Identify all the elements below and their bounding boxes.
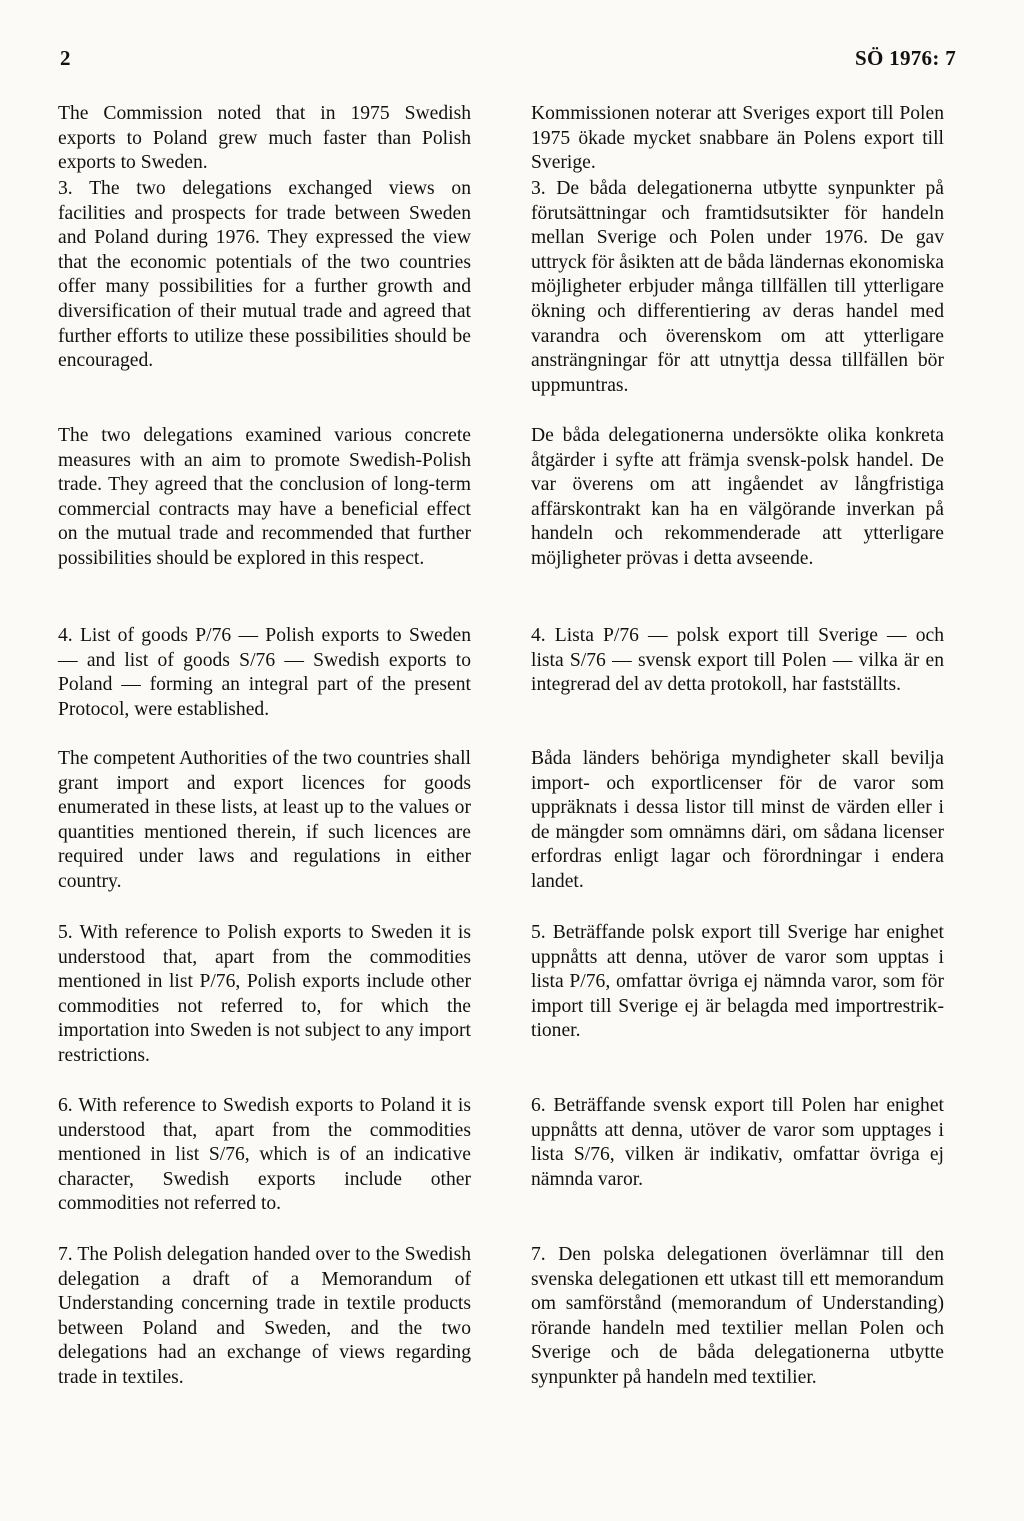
english-paragraph-licences: The competent Authorities of the two countries shall grant import and export licences for goods enumerated in these lists, at least up to the values or quantities mentioned therein, if such licences are required under laws and regulations in either country. [58,748,471,892]
english-paragraph-measures: The two delegations examined various concrete measures with an aim to promote Swedish-Polish trade. They agreed that the conclusion of long-term commercial contracts may have a beneficial effect on the mutual trade and recommended that further possibilities should be explored in this respect. [58,425,471,569]
english-paragraph-intro: The Commission noted that in 1975 Swedish exports to Poland grew much faster than Polish exports to Sweden. [58,103,471,174]
swedish-paragraph-5: 5. Beträffande polsk export till Sverige har enighet uppnåtts att denna, utöver de varor som upptas i lista P/76, omfattar övriga ej nämnda varor, som för import till Sverige ej är belagda med importrestriktioner. [531,922,944,1042]
page-number: 2 [60,46,71,70]
swedish-paragraph-measures: De båda delegationerna undersökte olika konkreta åtgärder i syfte att främja svensk-polsk handel. De var överens om att ingåendet av långfristiga affärskontrakt kan ha en välgörande inverkan på handeln och rekommenderade att ytterligare möjligheter prövas i detta avseende. [531,425,944,569]
swedish-paragraph-7: 7. Den polska delegationen överlämnar till den svenska delegationen ett utkast till ett memorandum om samförstånd (memorandum of Understanding) rörande handeln med textilier mellan Polen och Sverige och de båda delegationerna utbytte synpunkter på handeln med textilier. [531,1244,944,1388]
english-paragraph-3: 3. The two delegations exchanged views on facilities and prospects for trade between Sweden and Poland during 1976. They expressed the view that the economic potentials of the two countries offer many possibilities for a further growth and diversification of their mutual trade and agreed that further efforts to utilize these possibilities should be encouraged. [58,178,471,372]
english-paragraph-7: 7. The Polish delegation handed over to the Swedish delegation a draft of a Memorandum of Understanding concerning trade in textile products between Poland and Sweden, and the two delegations had an exchange of views regarding trade in textiles. [58,1244,471,1388]
swedish-paragraph-3: 3. De båda delegationerna utbytte synpunkter på förutsättningar och framtidsutsikter för handeln mellan Sverige och Polen under 1976. De gav uttryck för åsikten att de båda ländernas ekonomiska möjligheter erbjuder många tillfällen till ytterligare ökning och differentiering av deras handel med varandra och överenskom om att ytterligare ansträngningar för att utnyttja dessa tillfällen bör uppmuntras. [531,178,944,396]
document-reference: SÖ 1976: 7 [854,46,956,70]
english-paragraph-4: 4. List of goods P/76 — Polish exports to Sweden — and list of goods S/76 — Swedish exports to Poland — forming an integral part of the present Protocol, were established. [58,625,471,720]
swedish-paragraph-licences: Båda länders behöriga myndigheter skall bevilja import- och exportlicenser för de varor som uppräknats i dessa listor till minst de värden eller i de mängder som omnämns däri, om sådana licenser erfordras enligt lagar och förordningar i endera landet. [531,748,944,892]
swedish-paragraph-intro: Kommissionen noterar att Sveriges export till Polen 1975 ökade mycket snabbare än Polens export till Sverige. [531,103,944,174]
english-paragraph-5: 5. With reference to Polish exports to Sweden it is understood that, apart from the commodities mentioned in list P/76, Polish exports include other commodities not referred to, for which the importation into Sweden is not subject to any import restrictions. [58,922,471,1066]
english-paragraph-6: 6. With reference to Swedish exports to Poland it is understood that, apart from the commodities mentioned in list S/76, which is of an indicative character, Swedish exports include other commodities not referred to. [58,1095,471,1215]
swedish-paragraph-4: 4. Lista P/76 — polsk export till Sverige — och lista S/76 — svensk export till Polen — vilka är en integrerad del av detta protokoll, har fastställts. [531,625,944,696]
swedish-paragraph-6: 6. Beträffande svensk export till Polen har enighet uppnåtts att denna, utöver de varor som upptages i lista S/76, vilken är indikativ, omfattar övriga ej nämnda varor. [531,1095,944,1190]
